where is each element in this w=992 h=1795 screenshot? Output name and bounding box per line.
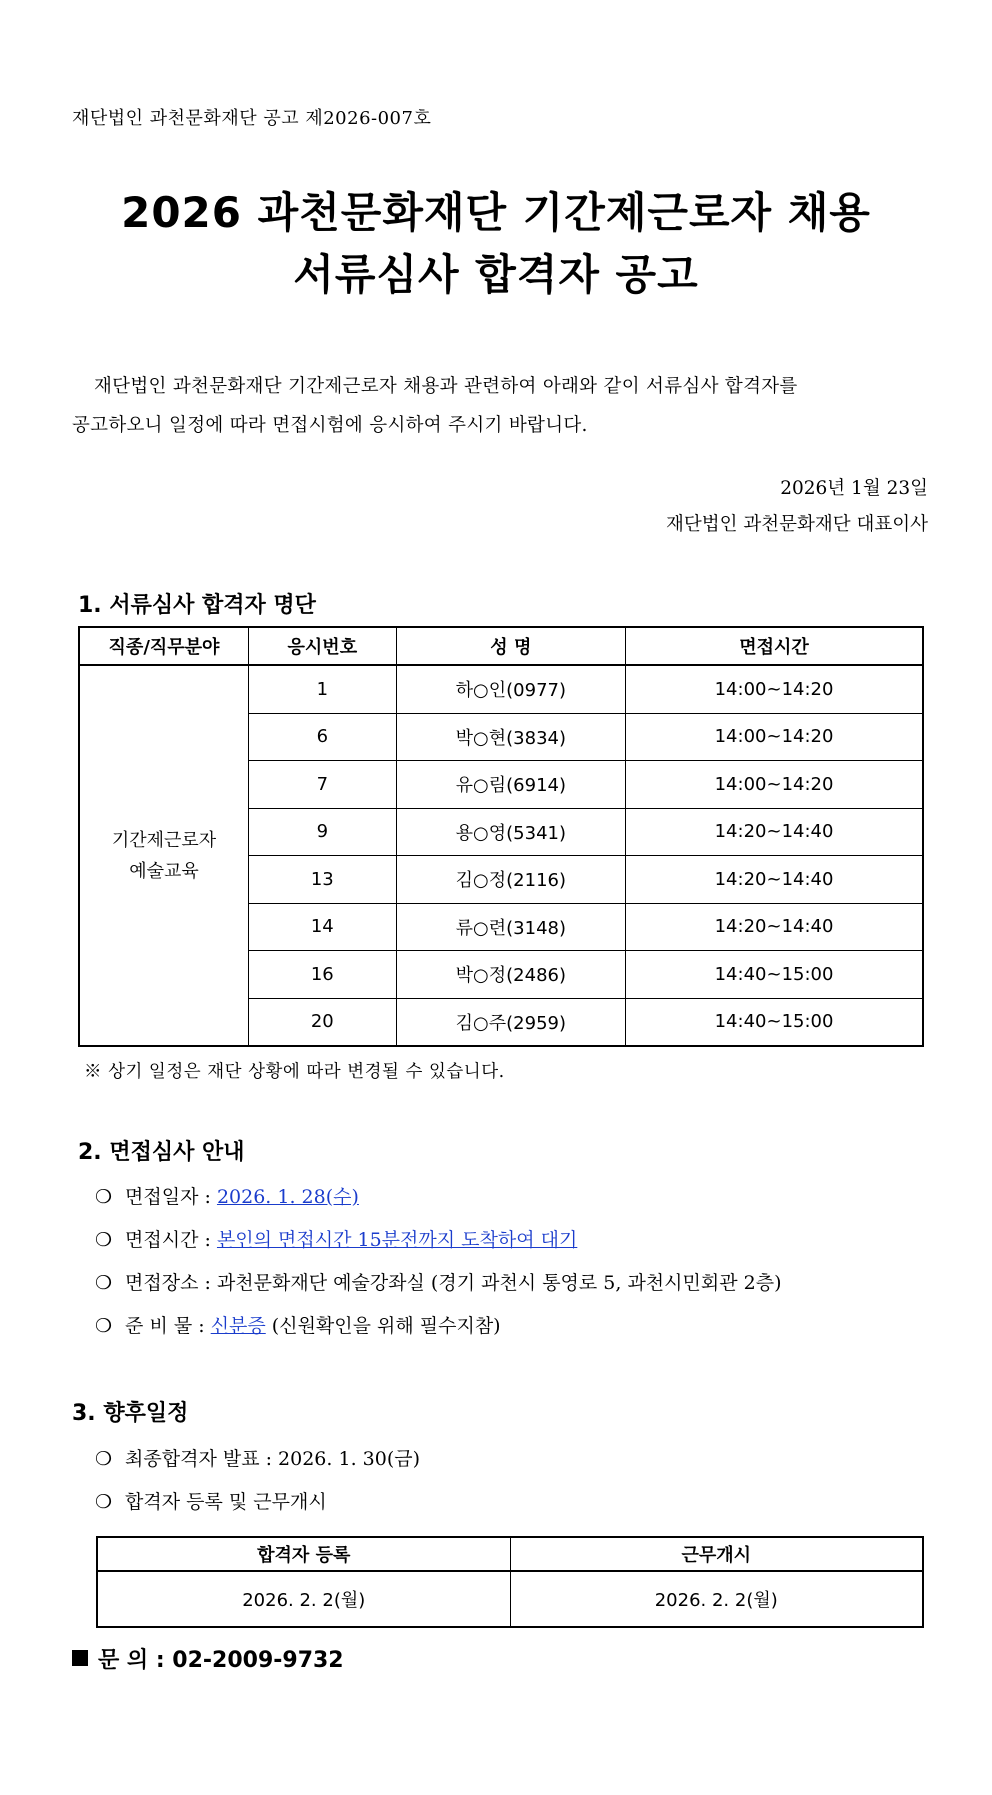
applicant-number: 1	[249, 665, 397, 713]
section1-heading: 1. 서류심사 합격자 명단	[78, 593, 316, 618]
registration-table	[96, 1536, 924, 1628]
list-item	[95, 1481, 420, 1524]
interview-date-label: 면접일자 :	[125, 1186, 211, 1208]
page-subtitle: 서류심사 합격자 공고	[293, 250, 699, 299]
col-header-time: 면접시간	[626, 627, 923, 665]
interview-time: 14:00~14:20	[626, 665, 923, 713]
list-item	[95, 1305, 781, 1348]
applicant-name: 박○정(2486)	[396, 951, 625, 999]
circle-bullet-icon: ❍	[95, 1186, 113, 1208]
applicant-name: 김○정(2116)	[396, 856, 625, 904]
field-cell	[79, 665, 249, 1046]
intro-line1: 재단법인 과천문화재단 기간제근로자 채용과 관련하여 아래와 같이 서류심사 합격자를	[94, 376, 798, 397]
interview-place-label: 면접장소 :	[125, 1272, 211, 1294]
applicant-name: 유○림(6914)	[396, 761, 625, 809]
list-item	[95, 1262, 781, 1305]
applicant-number: 7	[249, 761, 397, 809]
applicant-name: 박○현(3834)	[396, 713, 625, 761]
applicant-number: 20	[249, 998, 397, 1046]
circle-bullet-icon: ❍	[95, 1229, 113, 1251]
interview-time: 14:00~14:20	[626, 761, 923, 809]
interview-time: 14:20~14:40	[626, 808, 923, 856]
applicant-number: 16	[249, 951, 397, 999]
applicant-name: 하○인(0977)	[396, 665, 625, 713]
col-header-start-work: 근무개시	[510, 1537, 923, 1571]
circle-bullet-icon: ❍	[95, 1272, 113, 1294]
applicant-number: 14	[249, 903, 397, 951]
issue-date: 2026년 1월 23일	[780, 478, 928, 499]
contact-info	[72, 1643, 344, 1674]
notice-number: 재단법인 과천문화재단 공고 제2026-007호	[72, 108, 432, 129]
required-items-value: 신분증	[210, 1315, 266, 1337]
section2-heading: 2. 면접심사 안내	[78, 1140, 245, 1165]
start-work-date: 2026. 2. 2(월)	[510, 1571, 923, 1627]
circle-bullet-icon: ❍	[95, 1448, 113, 1470]
list-item	[95, 1438, 420, 1481]
square-bullet-icon	[72, 1650, 88, 1666]
intro-paragraph	[72, 367, 928, 445]
required-items-note: (신원확인을 위해 필수지참)	[271, 1315, 501, 1337]
applicant-number: 9	[249, 808, 397, 856]
interview-time-label: 면접시간 :	[125, 1229, 211, 1251]
applicant-name: 김○주(2959)	[396, 998, 625, 1046]
registration-and-start: 합격자 등록 및 근무개시	[125, 1491, 327, 1513]
interview-time: 14:20~14:40	[626, 903, 923, 951]
col-header-registration: 합격자 등록	[97, 1537, 510, 1571]
issuer-signature: 재단법인 과천문화재단 대표이사	[666, 514, 928, 535]
list-item	[95, 1219, 781, 1262]
table-row	[97, 1571, 923, 1627]
section3-heading: 3. 향후일정	[72, 1401, 189, 1426]
intro-line2: 공고하오니 일정에 따라 면접시험에 응시하여 주시기 바랍니다.	[72, 415, 588, 436]
list-item	[95, 1176, 781, 1219]
page-title: 2026 과천문화재단 기간제근로자 채용	[121, 188, 871, 237]
field-line1: 기간제근로자	[111, 829, 217, 851]
passer-table	[78, 626, 924, 1047]
circle-bullet-icon: ❍	[95, 1315, 113, 1337]
interview-time: 14:40~15:00	[626, 951, 923, 999]
applicant-number: 13	[249, 856, 397, 904]
schedule-change-note: ※ 상기 일정은 재단 상황에 따라 변경될 수 있습니다.	[84, 1062, 505, 1082]
circle-bullet-icon: ❍	[95, 1491, 113, 1513]
table-header-row	[97, 1537, 923, 1571]
col-header-number: 응시번호	[249, 627, 397, 665]
interview-place-value: 과천문화재단 예술강좌실 (경기 과천시 통영로 5, 과천시민회관 2층)	[216, 1272, 782, 1294]
registration-date: 2026. 2. 2(월)	[97, 1571, 510, 1627]
contact-text: 문 의 : 02-2009-9732	[98, 1648, 344, 1673]
interview-info-list	[95, 1176, 781, 1348]
interview-time-value: 본인의 면접시간 15분전까지 도착하여 대기	[216, 1229, 578, 1251]
col-header-field: 직종/직무분야	[79, 627, 249, 665]
future-schedule-list	[95, 1438, 420, 1524]
final-announcement: 최종합격자 발표 : 2026. 1. 30(금)	[125, 1448, 421, 1470]
interview-date-value: 2026. 1. 28(수)	[216, 1186, 359, 1208]
interview-time: 14:00~14:20	[626, 713, 923, 761]
interview-time: 14:40~15:00	[626, 998, 923, 1046]
field-line2: 예술교육	[129, 860, 199, 882]
table-header-row	[79, 627, 923, 665]
applicant-name: 류○련(3148)	[396, 903, 625, 951]
col-header-name: 성 명	[396, 627, 625, 665]
applicant-number: 6	[249, 713, 397, 761]
required-items-label: 준 비 물 :	[125, 1315, 205, 1337]
table-row	[79, 665, 923, 713]
applicant-name: 용○영(5341)	[396, 808, 625, 856]
interview-time: 14:20~14:40	[626, 856, 923, 904]
